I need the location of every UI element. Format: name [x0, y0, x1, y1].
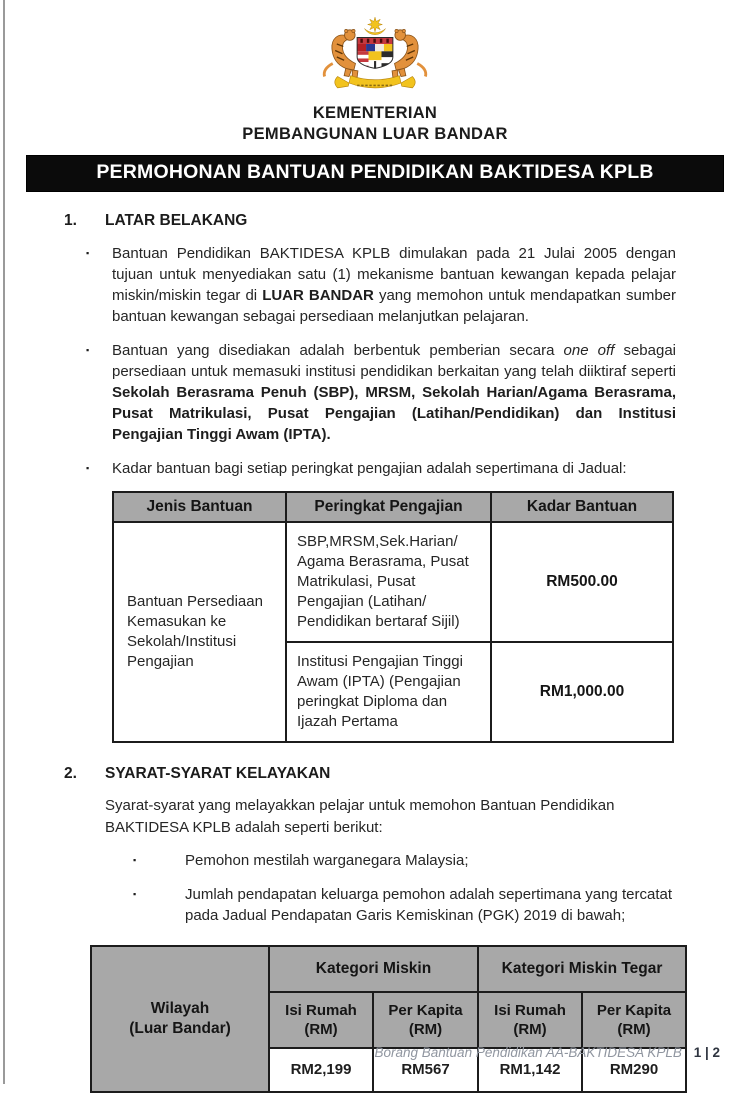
bullet2-italic: one off [563, 342, 615, 359]
subheader-isi-rumah-miskin [269, 992, 373, 1048]
subheader-per-kapita-tegar [582, 992, 686, 1048]
cell-kadar-row1: RM500.00 [491, 522, 673, 642]
syarat-bullet-2: Jumlah pendapatan keluarga pemohon adalah sepertimana yang tercatat pada Jadual Pendapatan Garis Kemiskinan (PGK) 2019 di bawah; [185, 885, 673, 924]
subheader-unit: (RM) [617, 1020, 651, 1038]
pgk-table [90, 945, 687, 1093]
bullet3-text: Kadar bantuan bagi setiap peringkat pengajian adalah sepertimana di Jadual: [112, 460, 627, 477]
bullet2-mid: sebagai persediaan untuk memasuki institusi pendidikan berkaitan yang telah diiktiraf seperti [112, 342, 676, 380]
footer-form-name: Borang Bantuan Pendidikan AA-BAKTIDESA KPLB [374, 1045, 682, 1060]
subheader-unit: (RM) [304, 1020, 338, 1038]
section1-bullets [86, 243, 750, 479]
subheader-label: Isi Rumah [285, 1001, 357, 1019]
square-bullet-icon: ▪ [133, 855, 137, 865]
cell-peringkat-row2: Institusi Pengajian Tinggi Awam (IPTA) (Pengajian peringkat Diploma dan Ijazah Pertama [286, 642, 491, 742]
subheader-isi-rumah-tegar [478, 992, 582, 1048]
list-item [86, 458, 750, 479]
list-item [86, 340, 750, 445]
bullet1-bold: LUAR BANDAR [262, 287, 374, 304]
list-item [133, 884, 750, 927]
bullet1-post: yang memohon untuk mendapatkan sumber bantuan kewangan sebagai persediaan melanjutkan pelajaran. [112, 287, 676, 325]
square-bullet-icon: ▪ [86, 248, 90, 258]
bullet2-bold: Sekolah Berasrama Penuh (SBP), MRSM, Sekolah Harian/Agama Berasrama, Pusat Matrikulasi, Pusat Pengajian (Latihan/Pendidikan) dan Institusi Pengajian Tinggi Awam (IPTA). [112, 384, 676, 443]
section1-title: LATAR BELAKANG [105, 212, 248, 229]
cell-peringkat-row1: SBP,MRSM,Sek.Harian/ Agama Berasrama, Pusat Matrikulasi, Pusat Pengajian (Latihan/ Pendidikan bertaraf Sijil) [286, 522, 491, 642]
section2-heading [64, 765, 750, 783]
footer-page-indicator: 1 | 2 [693, 1045, 720, 1060]
cell-jenis-bantuan: Bantuan Persediaan Kemasukan ke Sekolah/Institusi Pengajian [113, 522, 286, 742]
col-header-jenis-bantuan: Jenis Bantuan [113, 492, 286, 522]
malaysia-coat-of-arms-icon [310, 16, 440, 103]
wilayah-line2: (Luar Bandar) [129, 1019, 231, 1037]
ministry-name-line2: PEMBANGUNAN LUAR BANDAR [242, 125, 508, 143]
col-header-kadar-bantuan: Kadar Bantuan [491, 492, 673, 522]
page-footer [375, 1045, 721, 1060]
square-bullet-icon: ▪ [86, 463, 90, 473]
section2-bullets [133, 850, 750, 927]
cell-isi-rumah-miskin: RM2,199 [269, 1048, 373, 1092]
group-header-kategori-miskin-tegar: Kategori Miskin Tegar [478, 946, 686, 992]
subheader-label: Isi Rumah [494, 1001, 566, 1019]
section2-intro: Syarat-syarat yang melayakkan pelajar untuk memohon Bantuan Pendidikan BAKTIDESA KPLB adalah seperti berikut: [105, 797, 615, 836]
list-item [86, 243, 750, 327]
cell-kadar-row2: RM1,000.00 [491, 642, 673, 742]
section1-number: 1. [64, 212, 77, 229]
syarat-bullet-1: Pemohon mestilah warganegara Malaysia; [185, 852, 469, 869]
subheader-label: Per Kapita [388, 1001, 463, 1019]
section2-number: 2. [64, 765, 77, 782]
cell-per-kapita-tegar: RM290 [582, 1048, 686, 1092]
document-header [0, 0, 750, 145]
bullet1-text [112, 243, 676, 327]
table-row [113, 522, 673, 642]
kadar-bantuan-table [112, 491, 674, 743]
cell-wilayah [91, 946, 269, 1092]
subheader-per-kapita-miskin [373, 992, 478, 1048]
subheader-unit: (RM) [408, 1020, 443, 1038]
ministry-name-line1: KEMENTERIAN [312, 104, 438, 122]
square-bullet-icon: ▪ [86, 345, 90, 355]
document-title-banner: PERMOHONAN BANTUAN PENDIDIKAN BAKTIDESA KPLB [26, 155, 724, 192]
group-header-kategori-miskin: Kategori Miskin [269, 946, 478, 992]
subheader-label: Per Kapita [596, 1001, 672, 1019]
bullet1-pre: Bantuan Pendidikan BAKTIDESA KPLB dimulakan pada 21 Julai 2005 dengan tujuan untuk menyediakan satu (1) mekanisme bantuan kewangan kepada pelajar miskin/miskin tegar di [112, 245, 676, 304]
scan-edge-line [3, 0, 5, 1084]
section2-title: SYARAT-SYARAT KELAYAKAN [105, 765, 331, 782]
col-header-peringkat-pengajian: Peringkat Pengajian [286, 492, 491, 522]
table-header-row [91, 946, 686, 992]
list-item [133, 850, 750, 872]
bullet2-pre: Bantuan yang disediakan adalah berbentuk pemberian secara [112, 342, 564, 359]
subheader-unit: (RM) [513, 1020, 547, 1038]
wilayah-line1: Wilayah [150, 999, 210, 1017]
bullet2-text [112, 340, 676, 445]
table-header-row [113, 492, 673, 522]
square-bullet-icon: ▪ [133, 888, 137, 899]
cell-isi-rumah-tegar: RM1,142 [478, 1048, 582, 1092]
cell-per-kapita-miskin: RM567 [373, 1048, 478, 1092]
section1-heading [64, 212, 750, 230]
